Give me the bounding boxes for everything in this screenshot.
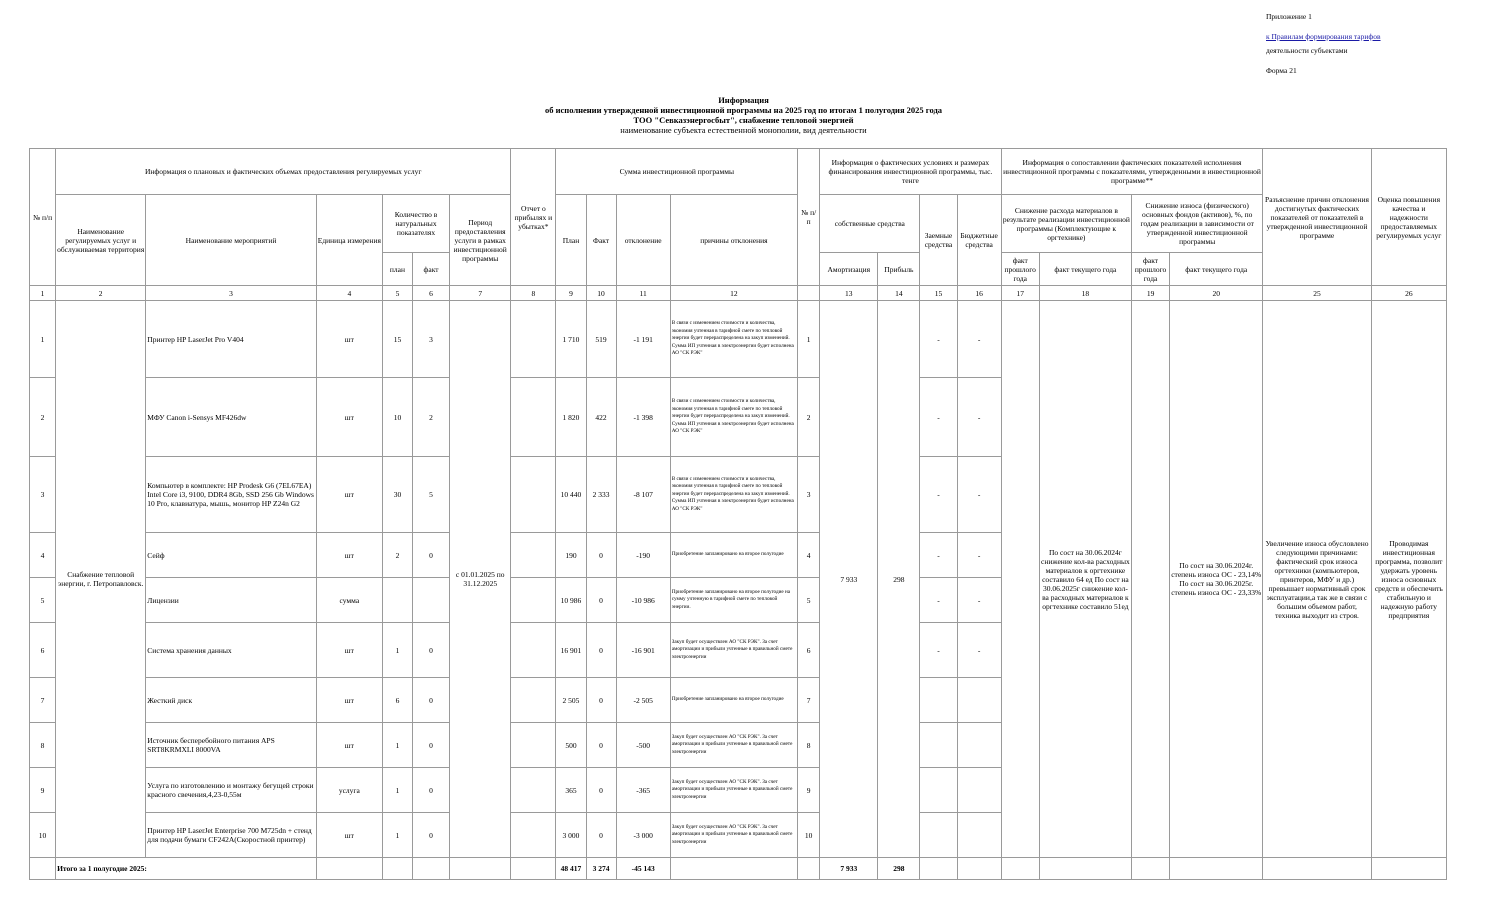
column-number: 9 [556, 286, 586, 301]
row-number-2: 3 [798, 457, 820, 533]
sum-fact: 0 [586, 623, 616, 678]
qty-fact: 0 [413, 533, 450, 578]
header-quantity: Количество в натуральных показателях [382, 195, 449, 253]
unit-cell: шт [316, 813, 382, 858]
deviation-reason: Закуп будет осуществлен АО "СК РЭК". За счет амортизации и прибыли учтенные в правильной смете электроэнергии [670, 813, 797, 858]
qty-plan: 1 [382, 623, 412, 678]
measure-name: МФУ Canon i-Sensys MF426dw [146, 378, 316, 457]
report-cell [511, 723, 556, 768]
row-number: 2 [30, 378, 56, 457]
borrowed-cell: - [920, 378, 957, 457]
measure-name: Услуга по изготовлению и монтажу бегущей строки красного свечения,4,23-0,55м [146, 768, 316, 813]
row-number: 10 [30, 813, 56, 858]
column-number: 8 [511, 286, 556, 301]
qty-plan: 2 [382, 533, 412, 578]
header-qty-fact: факт [413, 253, 450, 286]
report-cell [511, 378, 556, 457]
column-number: 5 [382, 286, 412, 301]
qty-plan: 1 [382, 723, 412, 768]
row-number: 1 [30, 301, 56, 378]
borrowed-cell [920, 813, 957, 858]
header-financing-info: Информация о фактических условиях и размерах финансирования инвестиционной программы, тыс. тенге [820, 149, 1002, 195]
header-sum-fact: Факт [586, 195, 616, 286]
amortization-cell: 7 933 [820, 301, 878, 858]
header-sum-program: Сумма инвестиционной программы [556, 149, 798, 195]
sum-plan: 500 [556, 723, 586, 768]
sum-deviation: -10 986 [616, 578, 670, 623]
sum-plan: 365 [556, 768, 586, 813]
report-cell [511, 678, 556, 723]
deviation-reason: Приобретение запланировано на второе полугодие [670, 533, 797, 578]
qty-fact: 0 [413, 723, 450, 768]
report-cell [511, 813, 556, 858]
sum-deviation: -16 901 [616, 623, 670, 678]
row-number: 4 [30, 533, 56, 578]
header-info-plan-fact: Информация о плановых и фактических объемах предоставления регулируемых услуг [56, 149, 511, 195]
row-number-2: 8 [798, 723, 820, 768]
unit-cell: шт [316, 378, 382, 457]
row-number: 7 [30, 678, 56, 723]
sum-fact: 0 [586, 813, 616, 858]
deviation-reason: Приобретение запланировано на второе полугодие на сумму учтенную в тарифной смете по тепловой энергии. [670, 578, 797, 623]
unit-cell: шт [316, 623, 382, 678]
measure-name: Сейф [146, 533, 316, 578]
appendix-line-3: деятельности субъектами [1266, 46, 1348, 55]
report-cell [511, 533, 556, 578]
measure-name: Система хранения данных [146, 623, 316, 678]
header-wear-reduction: Снижение износа (физического) основных фондов (активов), %, по годам реализации в зависимости от утвержденной инвестиционной программы [1132, 195, 1263, 253]
borrowed-cell: - [920, 578, 957, 623]
qty-fact: 5 [413, 457, 450, 533]
investment-table [29, 148, 1447, 880]
header-unit: Единица измерения [316, 195, 382, 286]
total-blank [382, 858, 412, 880]
header-budget: Бюджетные средства [957, 195, 1001, 286]
sum-fact: 422 [586, 378, 616, 457]
sum-deviation: -3 000 [616, 813, 670, 858]
total-row [30, 858, 1447, 880]
budget-cell [957, 678, 1001, 723]
total-blank [450, 858, 511, 880]
header-reasons: причины отклонения [670, 195, 797, 286]
total-blank [1371, 858, 1446, 880]
budget-cell [957, 723, 1001, 768]
qty-plan: 6 [382, 678, 412, 723]
column-number: 26 [1371, 286, 1446, 301]
qty-fact: 2 [413, 378, 450, 457]
report-cell [511, 301, 556, 378]
borrowed-cell [920, 678, 957, 723]
qty-plan: 15 [382, 301, 412, 378]
sum-fact: 0 [586, 578, 616, 623]
deviation-reason: В связи с изменением стоимости и количества, экономия учтенная в тарифной смете по тепловой энергии будет перераспределена на закуп изменений. Сумма ИП учтенная в электроэнергии будет исполнена АО "СК РЭК" [670, 457, 797, 533]
row-number-2: 2 [798, 378, 820, 457]
heading-company: ТОО "Севказэнергосбыт", снабжение тепловой энергией [633, 115, 854, 125]
header-comparison: Информация о сопоставлении фактических показателей исполнения инвестиционной программы с показателями, утвержденными в инвестиционной программе** [1001, 149, 1263, 195]
deviation-reason: Закуп будет осуществлен АО "СК РЭК". За счет амортизации и прибыли учтенные в правильной смете электроэнергии [670, 723, 797, 768]
header-material-current: факт текущего года [1039, 253, 1131, 286]
sum-fact: 0 [586, 768, 616, 813]
unit-cell: шт [316, 678, 382, 723]
sum-plan: 1 710 [556, 301, 586, 378]
unit-cell: шт [316, 723, 382, 768]
header-measure-name: Наименование мероприятий [146, 195, 316, 286]
header-wear-prev: факт прошлого года [1132, 253, 1170, 286]
sum-fact: 0 [586, 533, 616, 578]
borrowed-cell: - [920, 301, 957, 378]
qty-plan: 1 [382, 768, 412, 813]
header-report: Отчет о прибылях и убытках* [511, 149, 556, 286]
row-number-2: 9 [798, 768, 820, 813]
column-number: 3 [146, 286, 316, 301]
report-cell [511, 768, 556, 813]
column-number: 25 [1263, 286, 1371, 301]
borrowed-cell: - [920, 533, 957, 578]
unit-cell: шт [316, 457, 382, 533]
total-blank [1170, 858, 1263, 880]
budget-cell: - [957, 578, 1001, 623]
header-deviation: отклонение [616, 195, 670, 286]
column-number: 17 [1001, 286, 1039, 301]
row-number-2: 10 [798, 813, 820, 858]
total-blank [413, 858, 450, 880]
budget-cell: - [957, 301, 1001, 378]
header-period: Период предоставления услуги в рамках инвестиционной программы [450, 195, 511, 286]
report-cell [511, 457, 556, 533]
sum-plan: 1 820 [556, 378, 586, 457]
row-number-2: 7 [798, 678, 820, 723]
deviation-reason: В связи с изменением стоимости и количества, экономия учтенная в тарифной смете по тепловой энергии будет перераспределена на закуп изменений. Сумма ИП учтенная в электроэнергии будет исполнена АО "СК РЭК" [670, 301, 797, 378]
budget-cell [957, 768, 1001, 813]
sum-plan: 16 901 [556, 623, 586, 678]
total-label: Итого за 1 полугодие 2025: [56, 858, 317, 880]
total-blank [511, 858, 556, 880]
measure-name: Источник бесперебойного питания APS SRT8KRMXLI 8000VA [146, 723, 316, 768]
row-number: 3 [30, 457, 56, 533]
budget-cell: - [957, 623, 1001, 678]
appendix-note [1266, 12, 1381, 76]
sum-deviation: -2 505 [616, 678, 670, 723]
period-cell: с 01.01.2025 по 31.12.2025 [450, 301, 511, 858]
measure-name: Жесткий диск [146, 678, 316, 723]
budget-cell: - [957, 533, 1001, 578]
qty-fact: 0 [413, 768, 450, 813]
column-number: 7 [450, 286, 511, 301]
sum-plan: 190 [556, 533, 586, 578]
header-amortization: Амортизация [820, 253, 878, 286]
qty-plan: 30 [382, 457, 412, 533]
material-reduction-text: По сост на 30.06.2024г снижение кол-ва расходных материалов к оргтехнике составило 64 ед По сост на 30.06.2025г снижение кол-ва расходных материалов к оргтехнике составило 51ед [1039, 301, 1131, 858]
sum-plan: 10 440 [556, 457, 586, 533]
borrowed-cell: - [920, 623, 957, 678]
row-number-2: 1 [798, 301, 820, 378]
explanation-text: Увеличение износа обусловлено следующими причинами: фактический срок износа оргтехники (компьютеров, принтеров, МФУ и др.) превышает нормативный срок эксплуатации,а так же в связи с большим объемом работ, техника выходит из строя. [1263, 301, 1371, 858]
column-number: 20 [1170, 286, 1263, 301]
heading-caption: наименование субъекта естественной монополии, вид деятельности [620, 125, 867, 135]
unit-cell: шт [316, 301, 382, 378]
column-number-row [30, 286, 1447, 301]
row-number: 8 [30, 723, 56, 768]
header-qty-plan: план [382, 253, 412, 286]
unit-cell: сумма [316, 578, 382, 623]
qty-fact: 0 [413, 678, 450, 723]
budget-cell [957, 813, 1001, 858]
measure-name: Компьютер в комплекте: HP Prodesk G6 (7EL67EA) Intel Core i3, 9100, DDR4 8Gb, SSD 256 Gb Windows 10 Pro, клавиатура, мышь, монитор HP Z24n G2 [146, 457, 316, 533]
budget-cell: - [957, 457, 1001, 533]
report-cell [511, 578, 556, 623]
qty-plan [382, 578, 412, 623]
borrowed-cell: - [920, 457, 957, 533]
column-number: 4 [316, 286, 382, 301]
total-plan: 48 417 [556, 858, 586, 880]
row-number: 5 [30, 578, 56, 623]
column-number: 11 [616, 286, 670, 301]
header-sum-plan: План [556, 195, 586, 286]
header-wear-current: факт текущего года [1170, 253, 1263, 286]
sum-fact: 2 333 [586, 457, 616, 533]
heading-title: Информация [718, 95, 769, 105]
material-prev-cell [1001, 301, 1039, 858]
sum-fact: 519 [586, 301, 616, 378]
unit-cell: шт [316, 533, 382, 578]
total-blank [30, 858, 56, 880]
sum-deviation: -190 [616, 533, 670, 578]
unit-cell: услуга [316, 768, 382, 813]
budget-cell: - [957, 378, 1001, 457]
header-profit: Прибыль [878, 253, 920, 286]
column-number: 19 [1132, 286, 1170, 301]
total-blank [1263, 858, 1371, 880]
borrowed-cell [920, 768, 957, 813]
total-blank [316, 858, 382, 880]
total-amortization: 7 933 [820, 858, 878, 880]
column-number: 13 [820, 286, 878, 301]
sum-plan: 3 000 [556, 813, 586, 858]
appendix-line-1: Приложение 1 [1266, 12, 1312, 21]
measure-name: Лицензии [146, 578, 316, 623]
sum-deviation: -365 [616, 768, 670, 813]
sum-deviation: -1 191 [616, 301, 670, 378]
column-number: 14 [878, 286, 920, 301]
borrowed-cell [920, 723, 957, 768]
sum-deviation: -1 398 [616, 378, 670, 457]
wear-prev-cell [1132, 301, 1170, 858]
header-np2: № п/п [798, 149, 820, 286]
total-fact: 3 274 [586, 858, 616, 880]
total-blank [670, 858, 797, 880]
column-number: 10 [586, 286, 616, 301]
row-number-2: 4 [798, 533, 820, 578]
qty-fact: 3 [413, 301, 450, 378]
measure-name: Принтер HP LaserJet Enterprise 700 M725dn + стенд для подачи бумаги CF242A(Скоростной принтер) [146, 813, 316, 858]
row-number-2: 5 [798, 578, 820, 623]
sum-fact: 0 [586, 723, 616, 768]
column-number: 12 [670, 286, 797, 301]
header-assessment: Оценка повышения качества и надежности предоставляемых регулируемых услуг [1371, 149, 1446, 286]
header-borrowed: Заемные средства [920, 195, 957, 286]
header-own-funds: собственные средства [820, 195, 920, 253]
header-explanation: Разъяснение причин отклонения достигнутых фактических показателей от показателей в утвержденной инвестиционной программе [1263, 149, 1371, 286]
profit-cell: 298 [878, 301, 920, 858]
wear-reduction-text: По сост на 30.06.2024г. степень износа ОС - 23,14% По сост на 30.06.2025г. степень износа ОС - 23,33% [1170, 301, 1263, 858]
deviation-reason: Приобретение запланировано на второе полугодие [670, 678, 797, 723]
qty-plan: 10 [382, 378, 412, 457]
assessment-text: Проводимая инвестиционная программа, позволит удержать уровень износа основных средств и обеспечить стабильную и надежную работу предприятия [1371, 301, 1446, 858]
column-number: 1 [30, 286, 56, 301]
total-blank [1132, 858, 1170, 880]
total-blank [798, 858, 820, 880]
sum-fact: 0 [586, 678, 616, 723]
sum-deviation: -8 107 [616, 457, 670, 533]
row-number-2: 6 [798, 623, 820, 678]
row-number: 9 [30, 768, 56, 813]
total-blank [1001, 858, 1039, 880]
table-row [30, 301, 1447, 378]
row-number: 6 [30, 623, 56, 678]
deviation-reason: Закуп будет осуществлен АО "СК РЭК". За счет амортизации и прибыли учтенные в правильной смете электроэнергии [670, 768, 797, 813]
sum-plan: 10 986 [556, 578, 586, 623]
header-material-reduction: Снижение расхода материалов в результате реализации инвестиционной программы (Комплектующие к оргтехнике) [1001, 195, 1131, 253]
total-deviation: -45 143 [616, 858, 670, 880]
total-blank [920, 858, 957, 880]
qty-fact [413, 578, 450, 623]
header-np: № п/п [30, 149, 56, 286]
total-blank [957, 858, 1001, 880]
column-number: 6 [413, 286, 450, 301]
column-number: 2 [56, 286, 146, 301]
total-blank [1039, 858, 1131, 880]
service-area: Снабжение тепловой энергии, г. Петропавловск. [56, 301, 146, 858]
total-profit: 298 [878, 858, 920, 880]
qty-plan: 1 [382, 813, 412, 858]
document-heading [0, 95, 1487, 135]
deviation-reason: В связи с изменением стоимости и количества, экономия учтенная в тарифной смете по тепловой энергии будет перераспределена на закуп изменений. Сумма ИП учтенная в электроэнергии будет исполнена АО "СК РЭК" [670, 378, 797, 457]
qty-fact: 0 [413, 813, 450, 858]
deviation-reason: Закуп будет осуществлен АО "СК РЭК". За счет амортизации и прибыли учтенные в правильной смете электроэнергии [670, 623, 797, 678]
column-number: 18 [1039, 286, 1131, 301]
column-number-blank [798, 286, 820, 301]
column-number: 15 [920, 286, 957, 301]
qty-fact: 0 [413, 623, 450, 678]
sum-plan: 2 505 [556, 678, 586, 723]
measure-name: Принтер HP LaserJet Pro V404 [146, 301, 316, 378]
header-service-name: Наименование регулируемых услуг и обслуживаемая территория [56, 195, 146, 286]
sum-deviation: -500 [616, 723, 670, 768]
form-number: Форма 21 [1266, 66, 1297, 75]
header-material-prev: факт прошлого года [1001, 253, 1039, 286]
data-rows [30, 301, 1447, 880]
column-number: 16 [957, 286, 1001, 301]
report-cell [511, 623, 556, 678]
heading-subtitle: об исполнении утвержденной инвестиционной программы на 2025 год по итогам 1 полугодия 2025 года [545, 105, 942, 115]
rules-link[interactable]: к Правилам формирования тарифов [1266, 32, 1381, 41]
